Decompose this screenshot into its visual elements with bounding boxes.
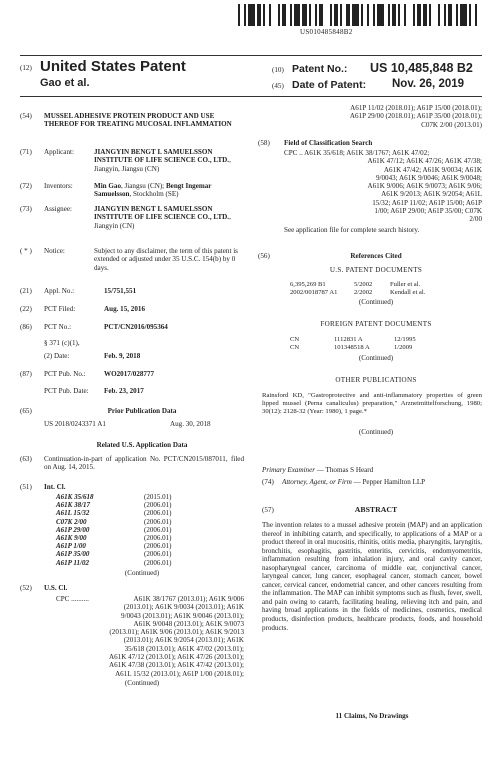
field-search-lines bbox=[284, 149, 482, 224]
field-search-line: A61K 9/006; A61K 9/0073; A61K 9/06; bbox=[367, 182, 482, 191]
field-search-line: A61K 47/12; A61K 47/26; A61K 47/38; bbox=[367, 157, 482, 166]
right-cpc-line: A61P 29/00 (2018.01); A61P 35/00 (2018.01); bbox=[349, 112, 482, 121]
pct-pub-date-label: PCT Pub. Date: bbox=[44, 387, 89, 395]
int-cl-row bbox=[56, 493, 206, 501]
us-ref-row-cell: Kendall et al. bbox=[390, 289, 426, 297]
code-51: (51) bbox=[20, 483, 32, 491]
int-cl-row-cell: A61P 35/00 bbox=[56, 550, 90, 559]
int-cl-row bbox=[56, 542, 206, 550]
foreign-ref-row-cell: 12/1995 bbox=[394, 336, 416, 343]
notice-text: Subject to any disclaimer, the term of this patent is extended or adjusted under 35 U.S.C. 154(b) by 0 days. bbox=[94, 247, 238, 272]
us-cl-line: (2013.01); A61K 9/06 (2013.01); A61K 9/2013 bbox=[109, 628, 244, 637]
prior-pub-date: Aug. 30, 2018 bbox=[170, 420, 211, 428]
examiner bbox=[262, 466, 373, 474]
pct-no-label: PCT No.: bbox=[44, 323, 72, 331]
inventor-1-loc: , Jiangsu (CN); bbox=[121, 182, 166, 190]
pct-no-value: PCT/CN2016/095364 bbox=[104, 323, 168, 331]
us-cl-line: A61L 15/32 (2013.01); A61P 1/00 (2018.01); bbox=[115, 669, 244, 678]
pct-filed-value: Aug. 15, 2016 bbox=[104, 305, 145, 313]
int-cl-row-cell: (2006.01) bbox=[144, 509, 172, 518]
field-search-title: Field of Classification Search bbox=[284, 139, 373, 147]
foreign-docs-title: FOREIGN PATENT DOCUMENTS bbox=[320, 320, 432, 328]
int-cl-continued: (Continued) bbox=[124, 569, 160, 577]
int-cl-row-cell: A61K 35/618 bbox=[56, 493, 94, 501]
int-cl-row-cell: (2015.01) bbox=[144, 493, 172, 501]
right-cpc-line: A61P 11/02 (2018.01); A61P 15/00 (2018.01); bbox=[350, 104, 482, 112]
us-refs bbox=[290, 281, 480, 297]
us-cl-line: (2013.01); A61K 9/2054 (2013.01); A61K bbox=[123, 636, 244, 645]
attorney-label: Attorney, Agent, or Firm bbox=[282, 478, 352, 486]
us-refs-continued: (Continued) bbox=[358, 298, 394, 306]
code-10: (10) bbox=[272, 66, 284, 74]
s371-date: Feb. 9, 2018 bbox=[104, 352, 141, 360]
us-cl-line: A61K 47/38 (2013.01); A61K 47/42 (2013.01); bbox=[109, 661, 244, 670]
field-search-line: CPC .. A61K 35/618; A61K 38/1767; A61K 47/02; bbox=[284, 149, 430, 157]
barcode-number: US010485848B2 bbox=[300, 28, 353, 36]
int-cl-row bbox=[56, 501, 206, 509]
int-cl-row bbox=[56, 526, 206, 534]
claims-summary: 11 Claims, No Drawings bbox=[335, 712, 409, 720]
right-top-cpc bbox=[272, 104, 482, 129]
pct-pub-no-label: PCT Pub. No.: bbox=[44, 370, 86, 378]
int-cl-row-cell: (2006.01) bbox=[144, 501, 172, 510]
us-ref-row-cell: 5/2002 bbox=[354, 281, 373, 288]
code-22: (22) bbox=[20, 305, 32, 313]
related-title: Related U.S. Application Data bbox=[96, 441, 188, 449]
foreign-ref-row-cell: 1/2009 bbox=[394, 344, 413, 352]
attorney bbox=[282, 478, 425, 486]
applicant-block bbox=[94, 148, 244, 173]
us-cl-cpc: CPC .......... bbox=[56, 595, 89, 603]
code-notice: ( * ) bbox=[20, 247, 32, 255]
document-title: United States Patent bbox=[40, 58, 186, 75]
code-87: (87) bbox=[20, 370, 32, 378]
header-bottom-rule bbox=[20, 96, 482, 97]
us-cl-line: (2013.01); A61K 9/0034 (2013.01); A61K bbox=[123, 603, 244, 612]
us-ref-row-cell: Fuller et al. bbox=[390, 281, 421, 288]
inventor-short: Gao et al. bbox=[40, 77, 90, 89]
date-label: Date of Patent: bbox=[292, 79, 367, 91]
int-cl-row-cell: (2006.01) bbox=[144, 517, 172, 526]
code-71: (71) bbox=[20, 148, 32, 156]
field-search-line: 1/00; A61P 29/00; A61P 35/00; C07K bbox=[374, 207, 482, 216]
inventors-label: Inventors: bbox=[44, 182, 73, 190]
field-search-line: 2/00 bbox=[469, 215, 482, 224]
prior-pub-number: US 2018/0243371 A1 bbox=[44, 420, 106, 428]
int-cl-row-cell: (2006.01) bbox=[144, 542, 172, 551]
pct-pub-date-value: Feb. 23, 2017 bbox=[104, 387, 144, 395]
int-cl-row-cell: (2006.01) bbox=[144, 550, 172, 559]
other-pub-text: Rainsford KD, "Gastroprotective and anti-inflammatory properties of green lipped mussel (Perna canaliculus) preparation," Arzneimittelforschung, 1980; 30(12): 2128-32 (Year: 1980), 1 page.* bbox=[262, 392, 482, 415]
int-cl-row-cell: A61K 38/17 bbox=[56, 501, 91, 510]
code-52: (52) bbox=[20, 584, 32, 592]
us-cl-line: 35/618 (2013.01); A61K 47/02 (2013.01); bbox=[124, 644, 244, 653]
code-12: (12) bbox=[20, 64, 32, 72]
foreign-refs bbox=[290, 336, 480, 352]
prior-pub-title: Prior Publication Data bbox=[107, 407, 177, 415]
applicant-name: JIANGYIN BENGT I. SAMUELSSON INSTITUTE OF LIFE SCIENCE CO., LTD. bbox=[94, 148, 230, 165]
us-ref-row bbox=[290, 281, 480, 289]
int-cl-row-cell: (2006.01) bbox=[144, 558, 172, 567]
int-cl-row-cell: (2006.01) bbox=[144, 534, 172, 543]
examiner-name: — Thomas S Heard bbox=[315, 466, 374, 474]
code-56: (56) bbox=[258, 252, 270, 260]
applicant-label: Applicant: bbox=[44, 148, 74, 156]
us-cl-continued: (Continued) bbox=[124, 679, 160, 687]
assignee-location: , Jiangyin (CN) bbox=[94, 213, 231, 230]
us-cl-line: A61K 47/12 (2013.01); A61K 47/26 (2013.01); bbox=[109, 653, 244, 662]
code-73: (73) bbox=[20, 205, 32, 213]
invention-title: MUSSEL ADHESIVE PROTEIN PRODUCT AND USE THEREOF FOR TREATING MUCOSAL INFLAMMATION bbox=[44, 112, 232, 129]
code-74: (74) bbox=[262, 478, 274, 486]
foreign-refs-continued: (Continued) bbox=[358, 354, 394, 362]
field-search-line: A61K 9/2013; A61K 9/2054; A61L bbox=[381, 190, 482, 199]
inventor-2-loc: , Stockholm (SE) bbox=[129, 190, 179, 199]
foreign-ref-row-cell: CN bbox=[290, 344, 300, 352]
references-title: References Cited bbox=[350, 252, 402, 260]
s371-line2: (2) Date: bbox=[44, 352, 70, 360]
int-cl-row-cell: A61P 29/00 bbox=[56, 525, 90, 534]
inventors-block bbox=[94, 182, 244, 199]
patent-date: Nov. 26, 2019 bbox=[392, 78, 465, 90]
int-cl-row bbox=[56, 534, 206, 542]
int-cl-row bbox=[56, 509, 206, 517]
abstract-title: ABSTRACT bbox=[354, 505, 398, 514]
int-cl-row-cell: A61L 15/32 bbox=[56, 509, 90, 518]
int-cl-row-cell: C07K 2/00 bbox=[56, 517, 87, 526]
inventor-2: Bengt Ingemar Samuelsson bbox=[94, 182, 212, 199]
code-54: (54) bbox=[20, 112, 32, 120]
us-cl-title: U.S. Cl. bbox=[44, 584, 68, 592]
field-search-line: 9/0043; A61K 9/0046; A61K 9/0048; bbox=[375, 173, 482, 182]
s371-line1: § 371 (c)(1), bbox=[44, 339, 80, 347]
code-72: (72) bbox=[20, 182, 32, 190]
examiner-label: Primary Examiner bbox=[262, 466, 315, 474]
foreign-ref-row-cell: CN bbox=[290, 336, 300, 343]
foreign-ref-row-cell: 1112831 A bbox=[334, 336, 363, 343]
code-45: (45) bbox=[272, 82, 284, 90]
code-86: (86) bbox=[20, 323, 32, 331]
int-cl-row-cell: A61P 1/00 bbox=[56, 542, 86, 551]
us-ref-row bbox=[290, 289, 480, 297]
field-search-line: A61K 47/42; A61K 9/0034; A61K bbox=[383, 165, 482, 174]
foreign-ref-row bbox=[290, 344, 480, 352]
int-cl-row-cell: A61K 9/00 bbox=[56, 534, 87, 543]
code-58: (58) bbox=[258, 139, 270, 147]
code-63: (63) bbox=[20, 455, 32, 463]
code-57: (57) bbox=[262, 506, 274, 514]
int-cl-title: Int. Cl. bbox=[44, 483, 66, 491]
int-cl-row-cell: A61P 11/02 bbox=[56, 558, 89, 567]
code-21: (21) bbox=[20, 287, 32, 295]
notice-label: Notice: bbox=[44, 247, 65, 255]
field-search-note: See application file for complete search history. bbox=[284, 226, 420, 234]
applicant-location: , Jiangyin, Jiangsu (CN) bbox=[94, 156, 231, 173]
us-ref-row-cell: 6,395,269 B1 bbox=[290, 281, 326, 288]
assignee-block bbox=[94, 205, 244, 230]
pct-pub-no-value: WO2017/028777 bbox=[104, 370, 155, 378]
int-cl-table bbox=[56, 493, 206, 567]
attorney-name: — Pepper Hamilton LLP bbox=[351, 478, 426, 486]
barcode bbox=[238, 4, 482, 26]
int-cl-row bbox=[56, 550, 206, 558]
other-pubs-title: OTHER PUBLICATIONS bbox=[335, 376, 417, 384]
int-cl-row bbox=[56, 518, 206, 526]
other-pubs-continued: (Continued) bbox=[358, 428, 394, 436]
foreign-ref-row bbox=[290, 336, 480, 344]
us-cl-line: A61K 38/1767 (2013.01); A61K 9/006 bbox=[133, 595, 244, 603]
field-search-line: 15/32; A61P 11/02; A61P 15/00; A61P bbox=[372, 198, 482, 207]
pct-filed-label: PCT Filed: bbox=[44, 305, 76, 313]
assignee-name: JIANGYIN BENGT I. SAMUELSSON INSTITUTE OF LIFE SCIENCE CO., LTD. bbox=[94, 205, 230, 222]
patent-no-label: Patent No.: bbox=[292, 63, 348, 75]
right-cpc-line: C07K 2/00 (2013.01) bbox=[421, 120, 482, 129]
foreign-ref-row-cell: 101348518 A bbox=[334, 344, 370, 352]
int-cl-row-cell: (2006.01) bbox=[144, 525, 172, 534]
us-ref-row-cell: 2002/0018787 A1 bbox=[290, 289, 338, 297]
continuation-text: Continuation-in-part of application No. PCT/CN2015/087011, filed on Aug. 14, 2015. bbox=[44, 455, 244, 472]
us-ref-row-cell: 2/2002 bbox=[354, 289, 373, 297]
patent-number: US 10,485,848 B2 bbox=[370, 61, 473, 75]
header-top-rule bbox=[20, 55, 482, 56]
us-patent-docs-title: U.S. PATENT DOCUMENTS bbox=[329, 266, 423, 274]
inventor-1: Min Gao bbox=[94, 182, 121, 190]
abstract-text: The invention relates to a mussel adhesive protein (MAP) and an application thereof in inhibiting catarrh, and specifically, to applications of a MAP or a product thereof in oral mucositis, rhinitis, otitis media, pharyngitis, laryngitis, bronchitis, esophagitis, gastritis, enteritis, cervicitis, endomyometritis, inflammation resulting from inhalation injury, and oral cavity cancer, nasopharyngeal cancer, carcinoma of middle ear, conjunctival cancer, laryngeal cancer, lung cancer, esophageal cancer, stomach cancer, bowel cancer, cervical cancer, endometrial cancer, and other cancers resulting from the inflammation. The MAP can inhibit symptoms such as flush, fever, swell, and pain owing to catarrh, facilitating healing, relieving itch and pain, and having broad applications in the fields of medicines, cosmetics, medical products, disinfection products, healthcare products, foods, and household products. bbox=[262, 521, 482, 632]
assignee-label: Assignee: bbox=[44, 205, 72, 213]
int-cl-row bbox=[56, 559, 206, 567]
us-cl-lines bbox=[56, 595, 246, 678]
us-cl-line: A61K 9/0048 (2013.01); A61K 9/0073 bbox=[133, 619, 244, 628]
us-cl-line: 9/0043 (2013.01); A61K 9/0046 (2013.01); bbox=[121, 611, 244, 620]
code-65: (65) bbox=[20, 407, 32, 415]
appl-no-label: Appl. No.: bbox=[44, 287, 75, 295]
appl-no-value: 15/751,551 bbox=[104, 287, 137, 295]
